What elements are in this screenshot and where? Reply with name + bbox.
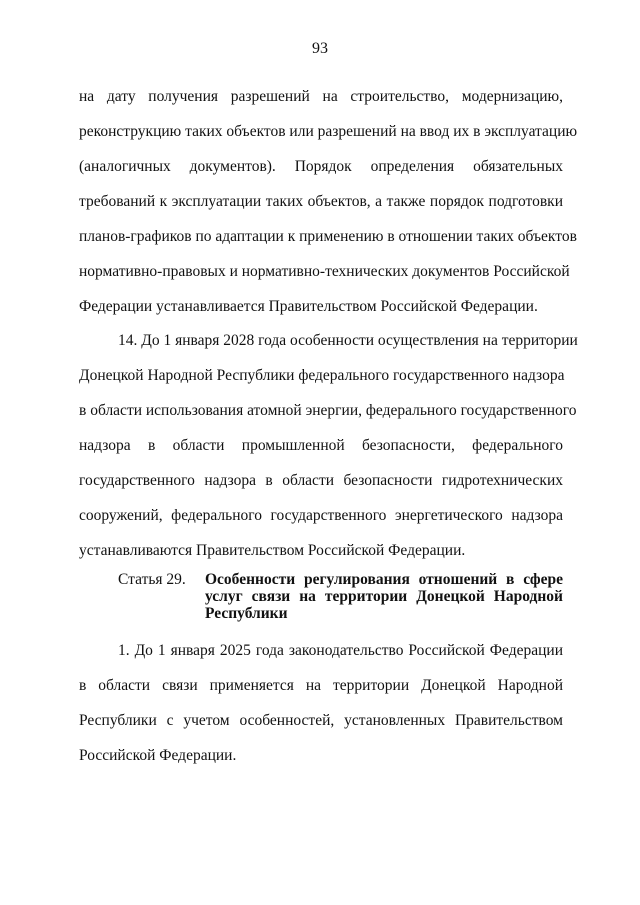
text-line: реконструкцию таких объектов или разрешений на ввод их в эксплуатацию — [79, 123, 578, 140]
text-line: в области связи применяется на территории Донецкой Народной — [79, 677, 563, 694]
text-line: планов-графиков по адаптации к применению в отношении таких объектов — [79, 228, 577, 245]
text-line: требований к эксплуатации таких объектов, а также порядок подготовки — [79, 193, 563, 210]
text-line: Донецкой Народной Республики федерального государственного надзора — [79, 367, 565, 384]
text-line: нормативно-правовых и нормативно-технических документов Российской — [79, 263, 570, 280]
text-line: сооружений, федерального государственного энергетического надзора — [79, 507, 563, 524]
text-line: Российской Федерации. — [79, 747, 237, 764]
text-line: Республики с учетом особенностей, установленных Правительством — [79, 712, 563, 729]
article-title-line: услуг связи на территории Донецкой Народной — [205, 588, 563, 605]
page-number: 93 — [312, 40, 328, 57]
text-line: государственного надзора в области безопасности гидротехнических — [79, 472, 563, 489]
text-line: Федерации устанавливается Правительством Российской Федерации. — [79, 298, 538, 315]
text-line: устанавливаются Правительством Российской Федерации. — [79, 542, 466, 559]
text-line: надзора в области промышленной безопасности, федерального — [79, 437, 563, 454]
text-line: 1. До 1 января 2025 года законодательство Российской Федерации — [118, 642, 563, 659]
text-line: (аналогичных документов). Порядок определения обязательных — [79, 158, 563, 175]
article-title-line: Особенности регулирования отношений в сфере — [205, 571, 563, 588]
text-line: в области использования атомной энергии, федерального государственного — [79, 402, 577, 419]
article-number: Статья 29. — [118, 571, 186, 588]
text-line: на дату получения разрешений на строительство, модернизацию, — [79, 88, 563, 105]
text-line: 14. До 1 января 2028 года особенности осуществления на территории — [118, 332, 578, 349]
article-title-line: Республики — [205, 605, 288, 622]
